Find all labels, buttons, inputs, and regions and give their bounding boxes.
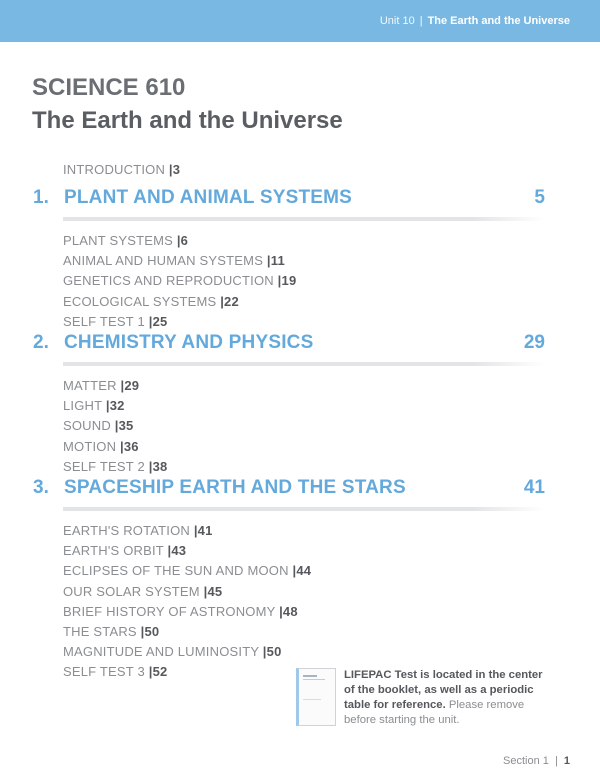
section-number: 2. xyxy=(33,332,49,353)
item-page: |35 xyxy=(114,418,134,434)
item-label: EARTH'S ROTATION xyxy=(63,523,191,538)
section-items xyxy=(63,376,545,477)
item-page: |38 xyxy=(148,458,168,474)
note-regular: Please remove before starting the unit. xyxy=(344,699,525,726)
item-page: |6 xyxy=(176,233,189,248)
section-page: 29 xyxy=(523,332,545,353)
item-label: SELF TEST 1 xyxy=(63,313,145,329)
item-page: |11 xyxy=(266,253,285,269)
course-title: SCIENCE 610 xyxy=(32,74,186,101)
section-number: 3. xyxy=(33,477,49,498)
toc-section-2 xyxy=(33,332,545,477)
item-label: SELF TEST 3 xyxy=(63,664,145,680)
title-block xyxy=(32,74,343,136)
unit-title: The Earth and the Universe xyxy=(427,15,570,27)
toc-item[interactable] xyxy=(63,437,545,457)
item-label: GENETICS AND REPRODUCTION xyxy=(63,273,274,289)
section-divider xyxy=(63,217,545,221)
page-footer xyxy=(503,755,570,767)
toc-item[interactable] xyxy=(63,396,545,416)
item-page: |36 xyxy=(120,438,139,454)
introduction-label: INTRODUCTION xyxy=(63,162,166,177)
toc-item[interactable] xyxy=(63,231,545,251)
toc-item[interactable] xyxy=(63,271,545,291)
section-heading[interactable] xyxy=(33,477,545,503)
item-label: MOTION xyxy=(63,438,117,454)
item-label: ECLIPSES OF THE SUN AND MOON xyxy=(63,563,289,579)
footer-section: Section 1 xyxy=(503,755,549,767)
footer-separator: | xyxy=(554,755,558,767)
item-label: ECOLOGICAL SYSTEMS xyxy=(63,293,217,309)
section-page: 41 xyxy=(523,477,545,498)
toc-item[interactable] xyxy=(63,457,545,477)
section-items xyxy=(63,231,545,332)
item-page: |50 xyxy=(262,644,282,660)
toc-item[interactable] xyxy=(63,312,545,332)
item-page: |52 xyxy=(148,664,168,680)
item-page: |41 xyxy=(193,523,213,538)
toc-item[interactable] xyxy=(63,642,545,662)
section-title: CHEMISTRY AND PHYSICS xyxy=(64,332,314,353)
item-page: |29 xyxy=(120,378,140,393)
section-number: 1. xyxy=(33,187,49,208)
toc-item[interactable] xyxy=(63,622,545,642)
introduction-page: |3 xyxy=(168,162,181,177)
note-bold: LIFEPAC Test is located in the center of the booklet, as well as a periodic table for reference. xyxy=(344,669,543,711)
item-page: |22 xyxy=(220,293,239,309)
item-page: |32 xyxy=(105,398,125,414)
item-page: |50 xyxy=(140,623,160,639)
section-divider xyxy=(63,362,545,366)
toc-item[interactable] xyxy=(63,561,545,581)
toc-item[interactable] xyxy=(63,541,545,561)
item-label: EARTH'S ORBIT xyxy=(63,543,164,559)
item-label: BRIEF HISTORY OF ASTRONOMY xyxy=(63,603,276,619)
item-label: THE STARS xyxy=(63,623,137,639)
section-title: SPACESHIP EARTH AND THE STARS xyxy=(64,477,406,498)
section-divider xyxy=(63,507,545,511)
footer-page-number: 1 xyxy=(563,755,570,767)
toc-section-1 xyxy=(33,187,545,332)
item-label: SELF TEST 2 xyxy=(63,458,145,474)
toc-item[interactable] xyxy=(63,521,545,541)
item-label: MATTER xyxy=(63,378,117,393)
section-items xyxy=(63,521,545,683)
header-separator: | xyxy=(419,15,423,27)
item-page: |25 xyxy=(148,313,168,329)
section-heading[interactable] xyxy=(33,332,545,358)
lifepac-test-note xyxy=(296,668,546,728)
item-page: |19 xyxy=(277,273,297,289)
toc-introduction[interactable] xyxy=(63,162,180,177)
item-label: OUR SOLAR SYSTEM xyxy=(63,583,200,599)
item-label: ANIMAL AND HUMAN SYSTEMS xyxy=(63,253,264,269)
booklet-thumbnail-icon xyxy=(296,668,336,726)
section-heading[interactable] xyxy=(33,187,545,213)
toc-item[interactable] xyxy=(63,582,545,602)
toc-item[interactable] xyxy=(63,416,545,436)
item-page: |45 xyxy=(203,583,223,599)
item-label: LIGHT xyxy=(63,398,103,414)
toc-item[interactable] xyxy=(63,602,545,622)
note-text xyxy=(344,668,546,728)
section-title: PLANT AND ANIMAL SYSTEMS xyxy=(64,187,353,208)
item-page: |44 xyxy=(292,563,312,579)
unit-label: Unit 10 xyxy=(379,15,415,27)
item-label: MAGNITUDE AND LUMINOSITY xyxy=(63,644,259,660)
course-subtitle: The Earth and the Universe xyxy=(32,107,343,134)
toc-item[interactable] xyxy=(63,376,545,396)
item-label: SOUND xyxy=(63,418,111,434)
item-page: |43 xyxy=(167,543,187,559)
toc-item[interactable] xyxy=(63,292,545,312)
unit-header-bar xyxy=(0,0,600,42)
section-page: 5 xyxy=(534,187,545,208)
toc-item[interactable] xyxy=(63,251,545,271)
toc-section-3 xyxy=(33,477,545,683)
item-label: PLANT SYSTEMS xyxy=(63,233,174,248)
item-page: |48 xyxy=(279,603,298,619)
